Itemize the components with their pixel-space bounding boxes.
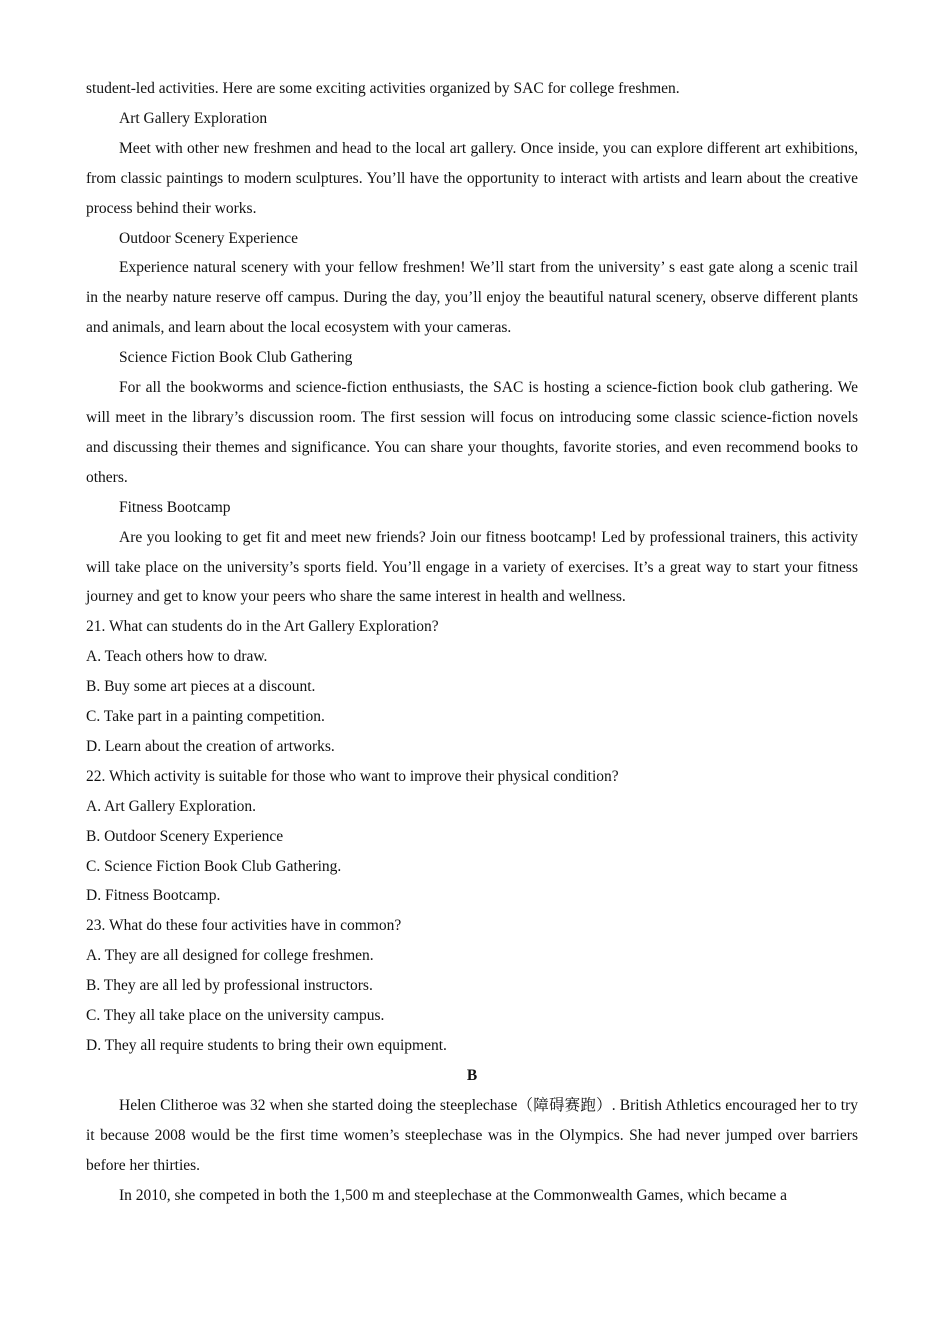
- question-22-option-b: B. Outdoor Scenery Experience: [86, 827, 284, 845]
- activity-title-art-gallery: Art Gallery Exploration: [119, 109, 268, 127]
- question-21-option-d: D. Learn about the creation of artworks.: [86, 737, 335, 755]
- activity-body-art-gallery: Meet with other new freshmen and head to the local art gallery. Once inside, you can explore different art exhibitions, from classic paintings to modern sculptures. You’ll have the opportunity to interact with artists and learn about the creative process behind their works.: [86, 139, 858, 217]
- question-23-option-c: C. They all take place on the university campus.: [86, 1007, 385, 1025]
- question-21-option-b: B. Buy some art pieces at a discount.: [86, 678, 316, 696]
- question-23-option-a: A. They are all designed for college freshmen.: [86, 947, 374, 965]
- document-page: [86, 74, 858, 1210]
- activity-body-outdoor-scenery: Experience natural scenery with your fellow freshmen! We’ll start from the university’ s east gate along a scenic trail in the nearby nature reserve off campus. During the day, you’ll enjoy the beautiful natural scenery, observe different plants and animals, and learn about the local ecosystem with your cameras.: [86, 259, 858, 337]
- activity-title-book-club: Science Fiction Book Club Gathering: [119, 349, 353, 367]
- question-23-option-d: D. They all require students to bring their own equipment.: [86, 1037, 447, 1054]
- question-21-stem: 21. What can students do in the Art Gallery Exploration?: [86, 618, 439, 636]
- section-b-paragraph-2: In 2010, she competed in both the 1,500 m and steeplechase at the Commonwealth Games, which became a: [119, 1186, 788, 1204]
- question-21-option-c: C. Take part in a painting competition.: [86, 708, 325, 726]
- question-22-option-c: C. Science Fiction Book Club Gathering.: [86, 857, 342, 875]
- section-b-heading: B: [466, 1066, 478, 1084]
- question-23-stem: 23. What do these four activities have in common?: [86, 917, 402, 935]
- section-b-paragraph-1: Helen Clitheroe was 32 when she started doing the steeplechase（障碍赛跑）. British Athletics encouraged her to try it because 2008 would be the first time women’s steeplechase was in the Olympics. She had never jumped over barriers before her thirties.: [86, 1096, 858, 1174]
- question-21-option-a: A. Teach others how to draw.: [86, 648, 268, 666]
- intro-paragraph: student-led activities. Here are some exciting activities organized by SAC for college freshmen.: [86, 80, 680, 97]
- question-22-stem: 22. Which activity is suitable for those who want to improve their physical condition?: [86, 767, 619, 785]
- activity-title-fitness-bootcamp: Fitness Bootcamp: [119, 498, 231, 516]
- question-22-option-d: D. Fitness Bootcamp.: [86, 887, 221, 905]
- question-22-option-a: A. Art Gallery Exploration.: [86, 797, 257, 815]
- activity-body-fitness-bootcamp: Are you looking to get fit and meet new friends? Join our fitness bootcamp! Led by professional trainers, this activity will take place on the university’s sports field. You’ll engage in a variety of exercises. It’s a great way to start your fitness journey and get to know your peers who share the same interest in health and wellness.: [86, 528, 858, 606]
- activity-title-outdoor-scenery: Outdoor Scenery Experience: [119, 229, 299, 247]
- activity-body-book-club: For all the bookworms and science-fiction enthusiasts, the SAC is hosting a science-fiction book club gathering. We will meet in the library’s discussion room. The first session will focus on introducing some classic science-fiction novels and discussing their themes and significance. You can share your thoughts, favorite stories, and even recommend books to others.: [86, 379, 858, 486]
- question-23-option-b: B. They are all led by professional instructors.: [86, 977, 373, 995]
